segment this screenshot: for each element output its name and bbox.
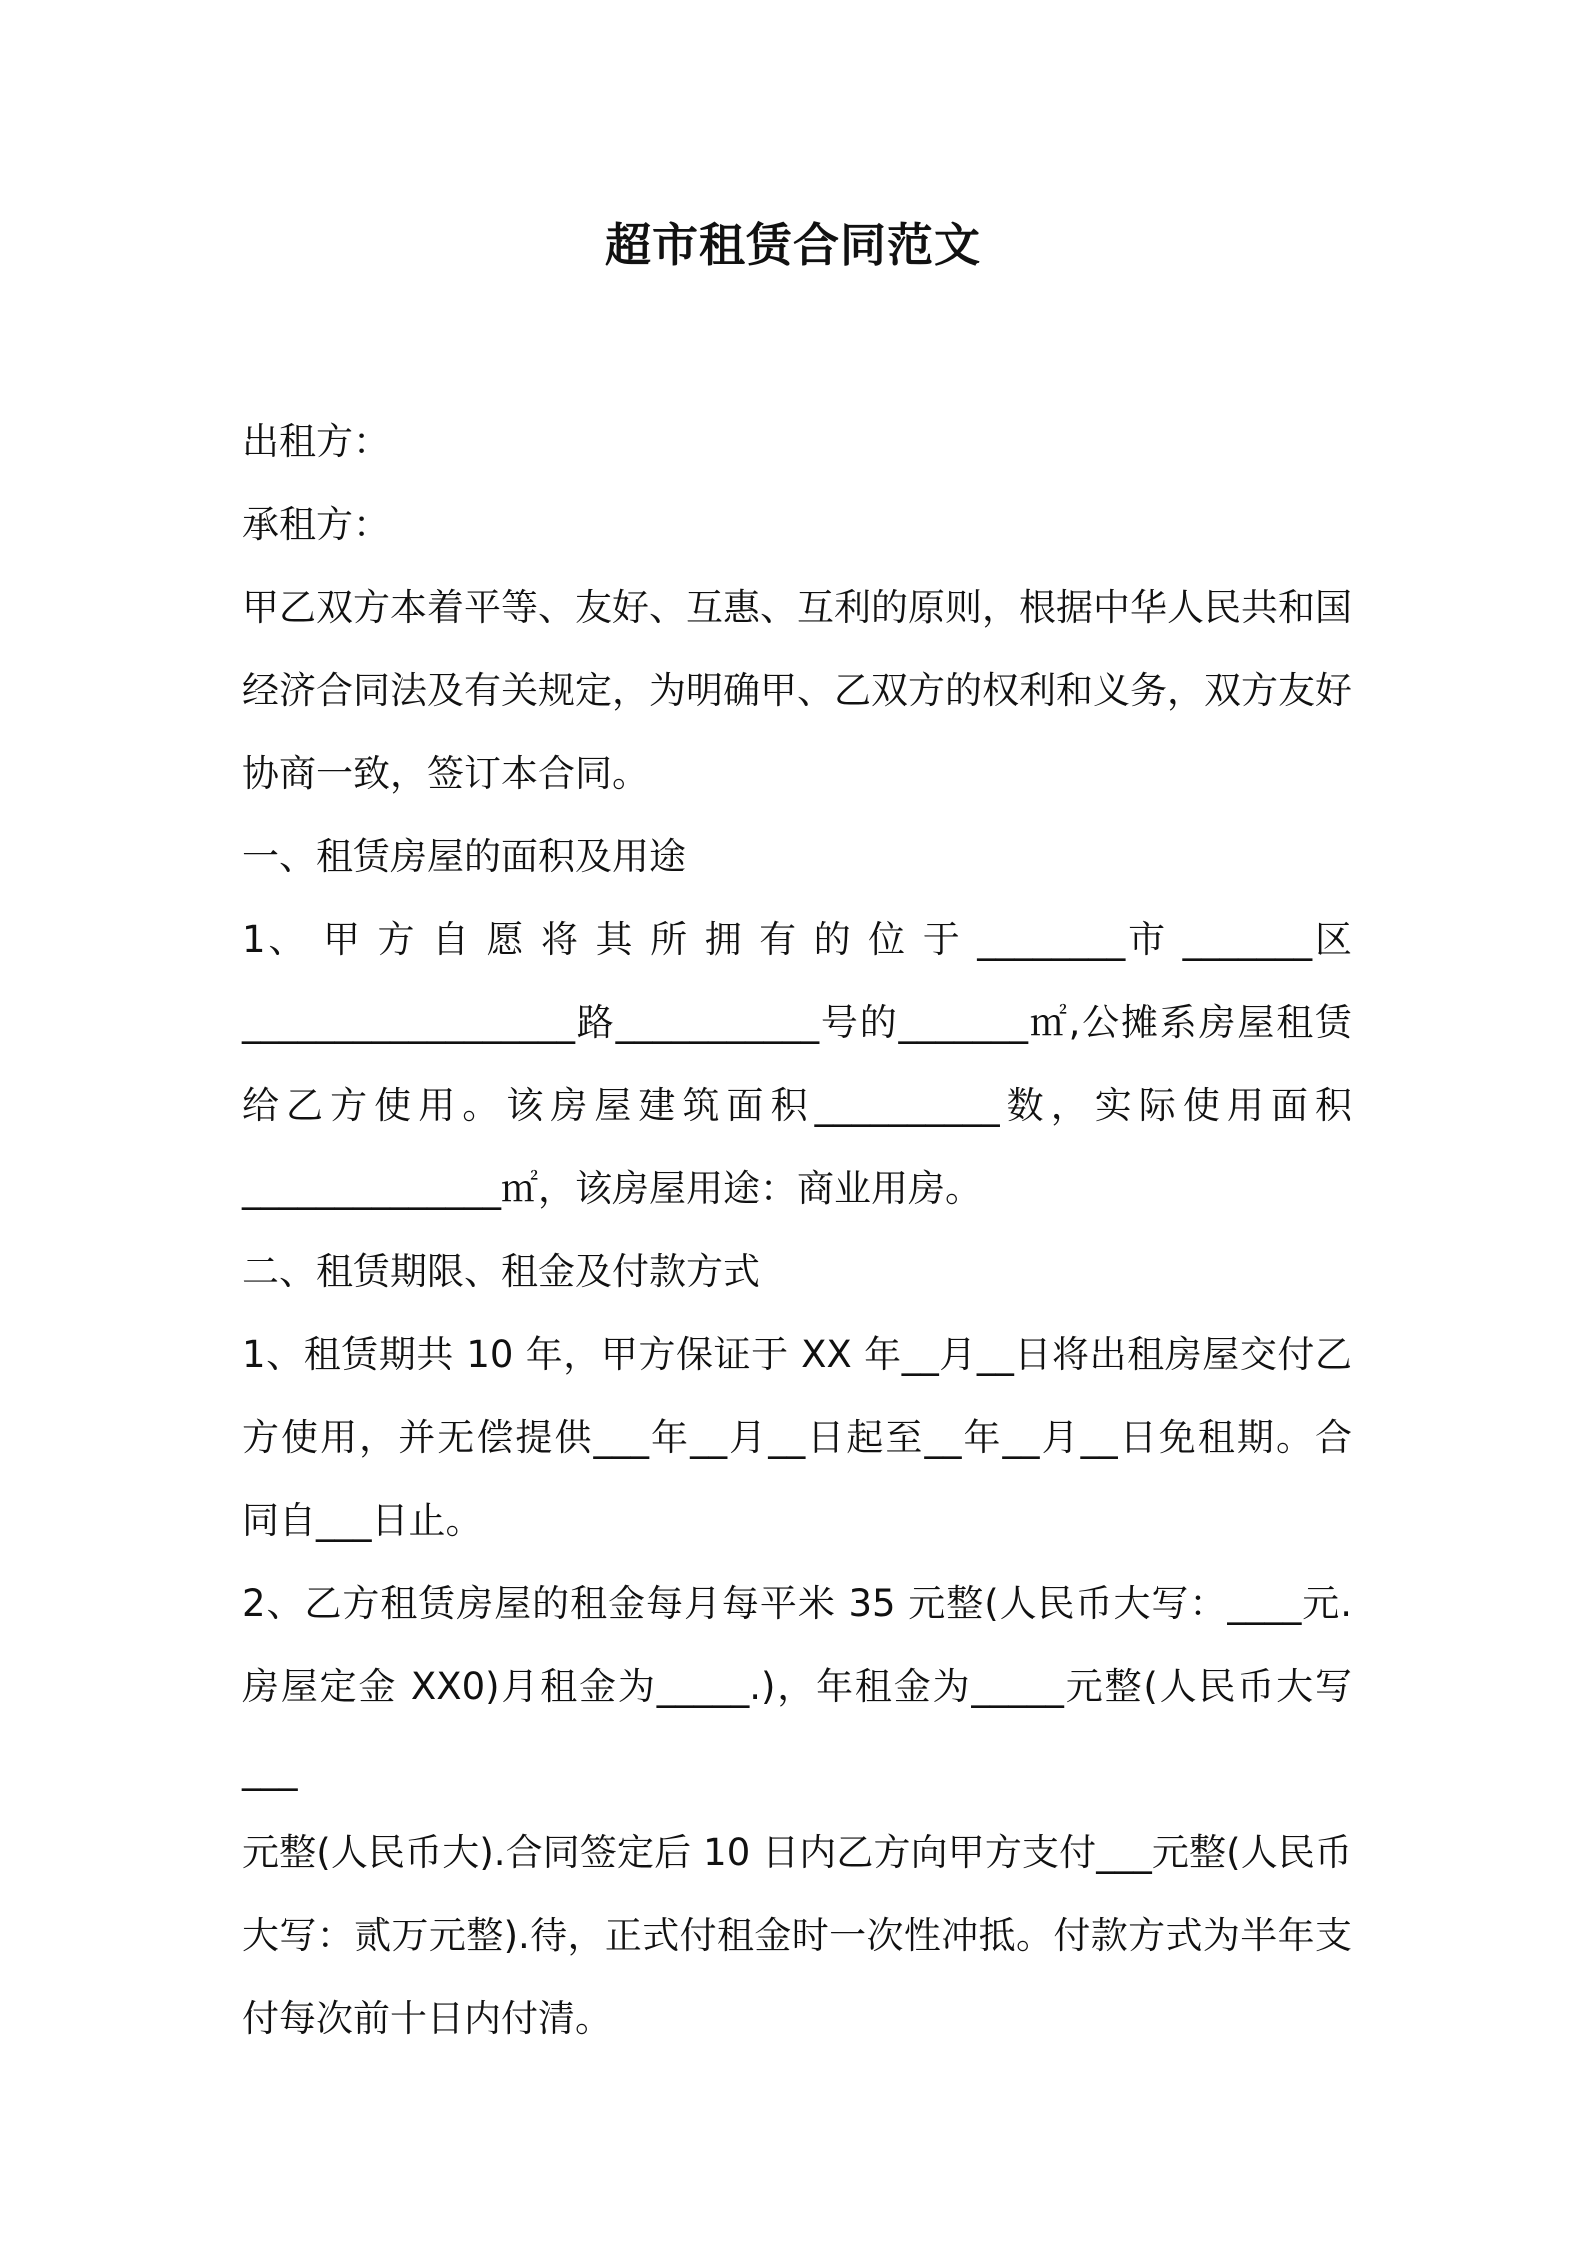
section-2-clause-2-line-1: 2、乙方租赁房屋的租金每月每平米 35 元整(人民币大写：____元. — [242, 1582, 1352, 1625]
section-2-clause-2-line-2: 房屋定金 XX0)月租金为_____.)，年租金为_____元整(人民币大写___ — [242, 1665, 1352, 1791]
lessor-label: 出租方： — [242, 420, 390, 463]
section-1-clause-1-line-4: ______________㎡，该房屋用途：商业用房。 — [242, 1167, 982, 1210]
section-2-clause-2-line-3: 元整(人民币大).合同签定后 10 日内乙方向甲方支付___元整(人民币 — [242, 1831, 1352, 1874]
preamble-line-3: 协商一致，签订本合同。 — [242, 752, 649, 795]
section-2-clause-2-line-5: 付每次前十日内付清。 — [242, 1997, 612, 2040]
section-1-heading: 一、租赁房屋的面积及用途 — [242, 835, 686, 878]
section-2-clause-1-line-1: 1、租赁期共 10 年，甲方保证于 XX 年__月__日将出租房屋交付乙 — [242, 1333, 1352, 1376]
document-body — [242, 400, 1352, 2060]
preamble-line-1: 甲乙双方本着平等、友好、互惠、互利的原则，根据中华人民共和国 — [242, 586, 1352, 629]
section-1-clause-1-line-3: 给乙方使用。该房屋建筑面积__________数，实际使用面积 — [242, 1084, 1352, 1127]
section-2-heading: 二、租赁期限、租金及付款方式 — [242, 1250, 760, 1293]
lessee-label: 承租方： — [242, 503, 390, 546]
document-title: 超市租赁合同范文 — [605, 218, 981, 272]
section-2-clause-1-line-2: 方使用，并无偿提供___年__月__日起至__年__月__日免租期。合 — [242, 1416, 1352, 1459]
section-2-clause-1-line-3: 同自___日止。 — [242, 1499, 483, 1542]
section-2-clause-2-line-4: 大写：贰万元整).待，正式付租金时一次性冲抵。付款方式为半年支 — [242, 1914, 1352, 1957]
preamble-line-2: 经济合同法及有关规定，为明确甲、乙双方的权利和义务，双方友好 — [242, 669, 1352, 712]
section-1-clause-1-line-2: __________________路___________号的_______㎡,公摊系房屋租赁 — [242, 1001, 1352, 1044]
section-1-clause-1-line-1: 1、 甲 方 自 愿 将 其 所 拥 有 的 位 于 ________市 _______区 — [242, 918, 1352, 961]
